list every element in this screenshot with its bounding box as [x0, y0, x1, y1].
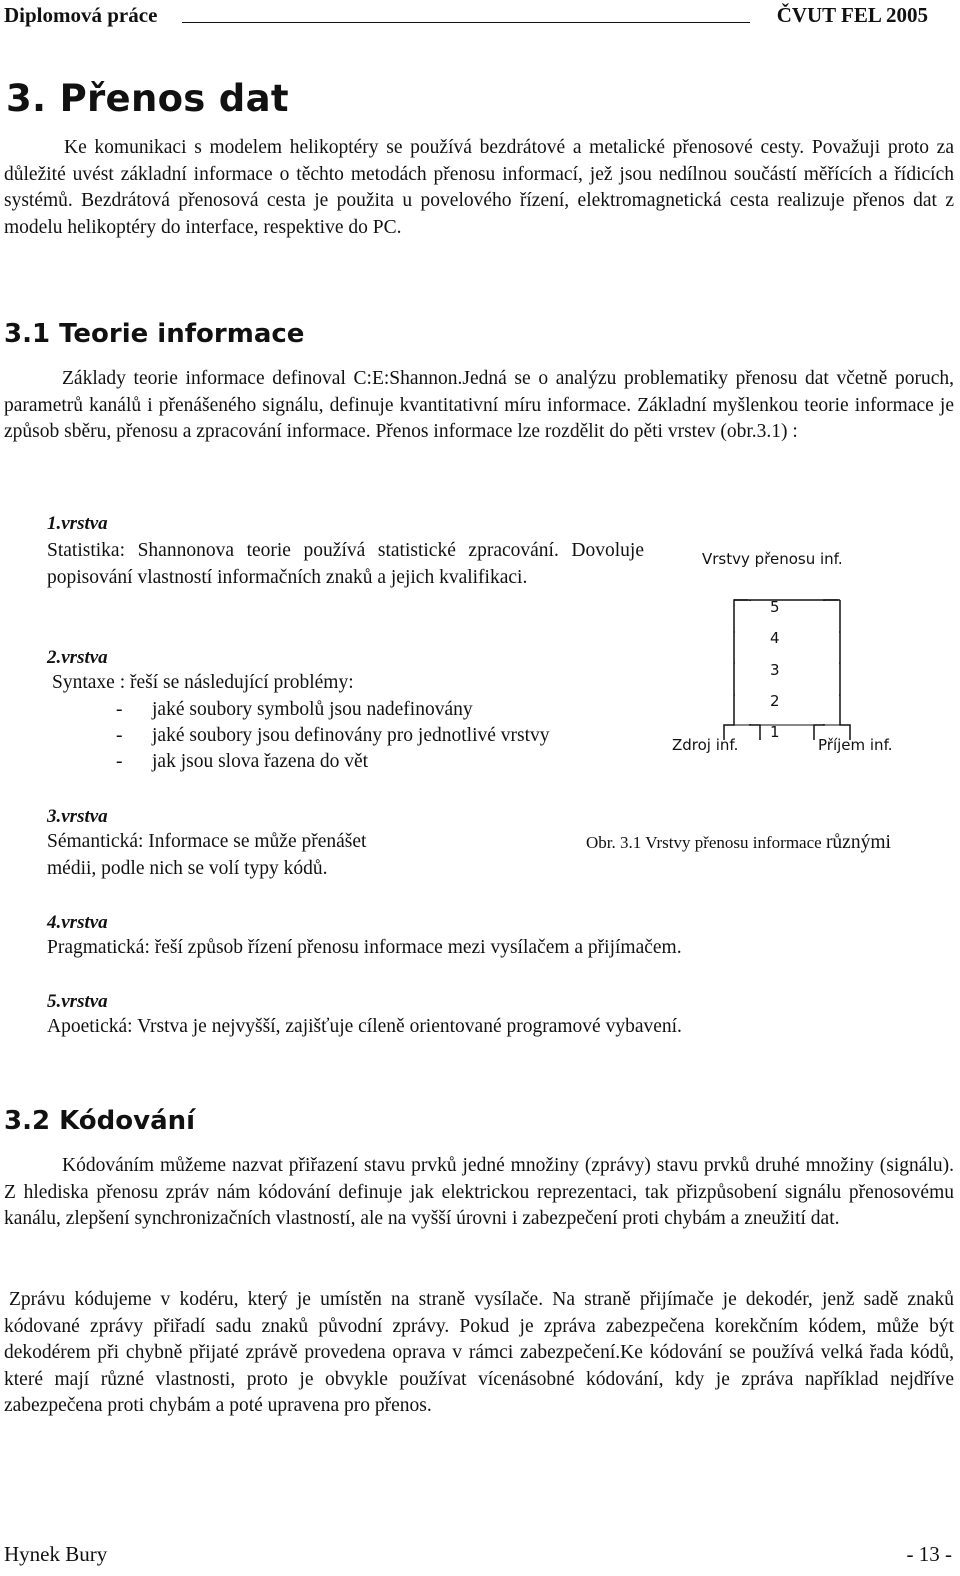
layers-figure — [664, 540, 910, 782]
layer5-title: 5.vrstva — [47, 991, 108, 1012]
source-label: Zdroj inf. — [672, 736, 739, 754]
layer1-text: Statistika: Shannonova teorie používá statistické zpracování. Dovoluje popisování vlastností informačních znaků a jejich kvalifikaci. — [47, 540, 644, 588]
layer1-body — [47, 538, 644, 591]
layer4-text: Pragmatická: řeší způsob řízení přenosu informace mezi vysílačem a přijímačem. — [47, 937, 682, 958]
list-dash: - — [116, 699, 123, 720]
level-area — [735, 601, 839, 724]
section2-paragraph1: Kódováním můžeme nazvat přiřazení stavu prvků jedné množiny (zprávy) stavu prvků druhé množiny (signálu). Z hlediska přenosu zpráv nám kódování definuje jak elektrickou reprezentaci, tak přizpůsobení signálu přenosovému kanálu, zlepšení synchronizačních vlastností, ale na vyšší úrovni i zabezpečení proti chybám a zneužití dat. — [4, 1155, 954, 1229]
list-dash: - — [116, 725, 123, 746]
level-label-2: 2 — [770, 692, 780, 710]
section-heading-kodovani: 3.2 Kódování — [4, 1106, 196, 1136]
footer-page-number: - 13 - — [906, 1542, 952, 1566]
header-title: Diplomová práce — [4, 3, 158, 27]
list-item: jak jsou slova řazena do vět — [152, 751, 369, 772]
list-item: jaké soubory symbolů jsou nadefinovány — [152, 699, 473, 720]
chapter-intro — [4, 135, 954, 241]
level-label-1: 1 — [770, 723, 780, 741]
layer3-line1: Sémantická: Informace se může přenášet — [47, 831, 367, 852]
figure-caption-tail: různými — [825, 832, 891, 853]
chapter-heading: 3. Přenos dat — [6, 77, 289, 120]
section2-body1 — [4, 1153, 954, 1233]
layer3-line2: médii, podle nich se volí typy kódů. — [47, 858, 328, 879]
level-label-4: 4 — [770, 629, 780, 647]
layer4-title: 4.vrstva — [47, 912, 108, 933]
footer-author: Hynek Bury — [4, 1542, 108, 1566]
level-label-5: 5 — [770, 598, 780, 616]
figure-caption-main: Obr. 3.1 Vrstvy přenosu informace — [586, 833, 822, 852]
figure-caption — [586, 832, 891, 854]
level-label-3: 3 — [770, 661, 780, 679]
section2-body2 — [4, 1287, 954, 1420]
section1-body — [4, 366, 954, 446]
section1-paragraph: Základy teorie informace definoval C:E:Shannon.Jedná se o analýzu problematiky přenosu dat včetně poruch, parametrů kanálů i přenášeného signálu, definuje kvantitativní míru informace. Základní myšlenkou teorie informace je způsob sběru, přenosu a zpracování informace. Přenos informace lze rozdělit do pěti vrstev (obr.3.1) : — [4, 368, 954, 442]
layer5-text: Apoetická: Vrstva je nejvyšší, zajišťuje cíleně orientované programové vybavení. — [47, 1016, 682, 1037]
list-item: jaké soubory jsou definovány pro jednotlivé vrstvy — [152, 725, 550, 746]
layer2-title: 2.vrstva — [47, 647, 108, 668]
layer1-title: 1.vrstva — [47, 513, 108, 534]
receiver-label: Příjem inf. — [818, 736, 893, 754]
section-heading-teorie: 3.1 Teorie informace — [4, 319, 305, 349]
layer2-intro: Syntaxe : řeší se následující problémy: — [52, 672, 354, 693]
header-institution: ČVUT FEL 2005 — [776, 3, 928, 27]
section2-paragraph2: Zprávu kódujeme v kodéru, který je umístěn na straně vysílače. Na straně přijímače je dekodér, jenž sadě znaků kódované zprávy přiřadí sadu znaků původní zprávy. Pokud je zpráva zabezpečena korekčním kódem, může být dekodérem při chybně přijaté zprávě provedena oprava v rámci zabezpečení.Ke kódování se používá velká řada kódů, které mají různé vlastnosti, proto je obvykle používat vícenásobné kódování, kdy je zpráva například nejdříve zabezpečena proti chybám a poté upravena pro přenos. — [4, 1289, 954, 1416]
figure-title: Vrstvy přenosu inf. — [702, 550, 843, 568]
list-dash: - — [116, 751, 123, 772]
intro-paragraph: Ke komunikaci s modelem helikoptéry se používá bezdrátové a metalické přenosové cesty. Považuji proto za důležité uvést základní informace o těchto metodách přenosu informací, jež jsou nedílnou součástí měřících a řídicích systémů. Bezdrátová přenosová cesta je použita u povelového řízení, elektromagnetická cesta realizuje přenos dat z modelu helikoptéry do interface, respektive do PC. — [4, 137, 954, 238]
header-rule — [182, 22, 750, 23]
layer3-title: 3.vrstva — [47, 806, 108, 827]
